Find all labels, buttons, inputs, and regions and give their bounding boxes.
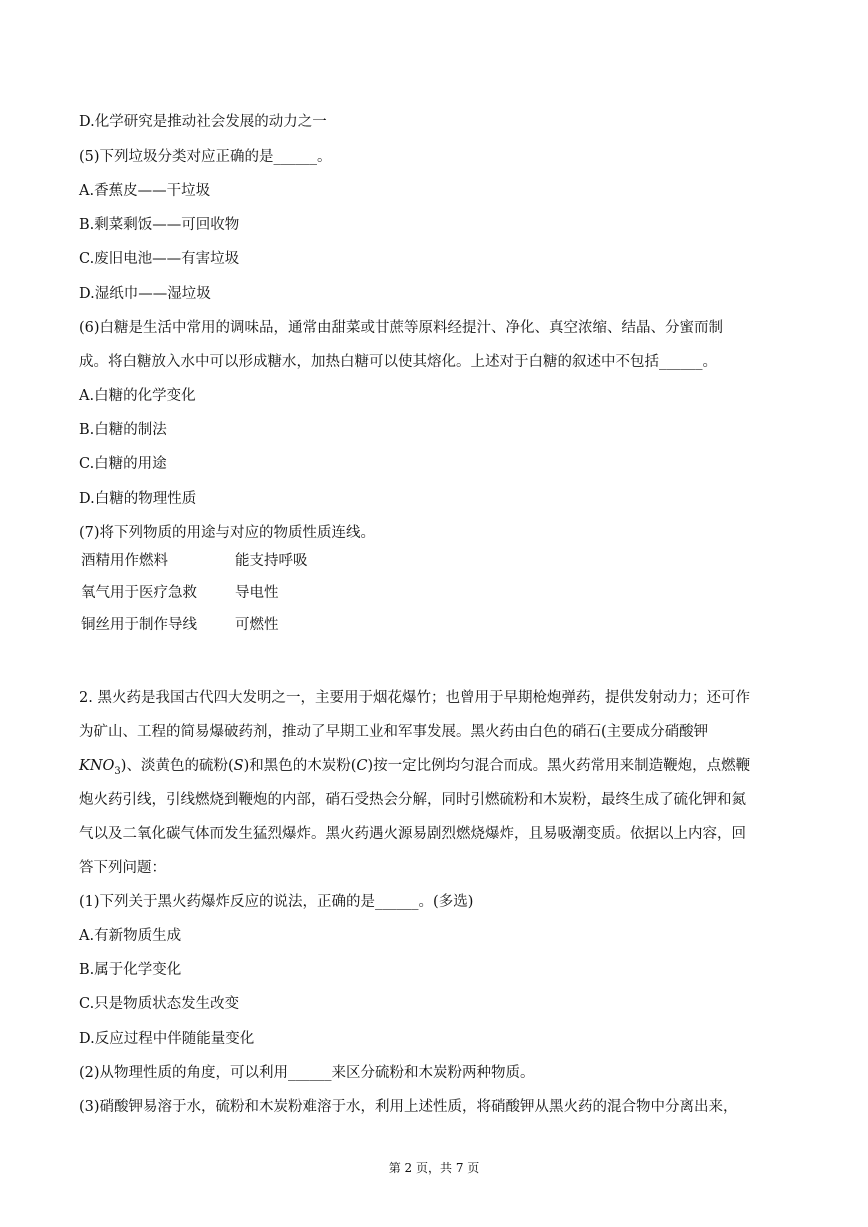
page-footer: 第 2 页，共 7 页 — [388, 1161, 480, 1175]
q2-2-stem: (2)从物理性质的角度，可以利用______来区分硫粉和木炭粉两种物质。 — [79, 1065, 535, 1081]
q7-use-1: 酒精用作燃料 — [81, 553, 168, 569]
passage-text-b: )和黑色的木炭粉( — [243, 758, 357, 774]
q7-property-2: 导电性 — [235, 585, 279, 601]
q6-option-b: B.白糖的制法 — [79, 422, 167, 438]
q6-option-c: C.白糖的用途 — [79, 456, 167, 472]
q2-passage-line3 — [79, 756, 791, 782]
q7-use-3: 铜丝用于制作导线 — [81, 617, 197, 633]
q5-stem: (5)下列垃圾分类对应正确的是______。 — [79, 149, 332, 165]
q7-stem: (7)将下列物质的用途与对应的物质性质连线。 — [79, 525, 376, 541]
q6-option-a: A.白糖的化学变化 — [79, 388, 196, 404]
q2-passage-line2: 为矿山、工程的简易爆破药剂，推动了早期工业和军事发展。黑火药由白色的硝石(主要成分硝酸钾 — [79, 724, 709, 740]
q2-passage-line5: 气以及二氧化碳气体而发生猛烈爆炸。黑火药遇火源易剧烈燃烧爆炸，且易吸潮变质。依据以上内容，回 — [79, 826, 746, 842]
q2-1-option-c: C.只是物质状态发生改变 — [79, 996, 240, 1012]
formula-subscript: 3 — [114, 765, 121, 777]
q5-option-b: B.剩菜剩饭——可回收物 — [79, 217, 240, 233]
formula-kno3: KNO — [79, 758, 115, 774]
q7-use-2: 氧气用于医疗急救 — [81, 585, 197, 601]
q2-passage-line1: 2. 黑火药是我国古代四大发明之一，主要用于烟花爆竹；也曾用于早期枪炮弹药，提供发射动力；还可作 — [79, 690, 750, 706]
q6-option-d: D.白糖的物理性质 — [79, 491, 197, 507]
q6-stem-line2: 成。将白糖放入水中可以形成糖水，加热白糖可以使其熔化。上述对于白糖的叙述中不包括______。 — [79, 354, 717, 370]
q2-1-stem: (1)下列关于黑火药爆炸反应的说法，正确的是______。(多选) — [79, 894, 474, 910]
q1-option-d-continued: D.化学研究是推动社会发展的动力之一 — [79, 114, 327, 130]
q7-property-1: 能支持呼吸 — [235, 553, 308, 569]
q2-1-option-d: D.反应过程中伴随能量变化 — [79, 1031, 255, 1047]
q2-1-option-a: A.有新物质生成 — [79, 928, 182, 944]
q5-option-d: D.湿纸巾——湿垃圾 — [79, 286, 211, 302]
q2-passage-line4: 炮火药引线，引线燃烧到鞭炮的内部，硝石受热会分解，同时引燃硫粉和木炭粉，最终生成了硫化钾和氮 — [79, 792, 746, 808]
q2-1-option-b: B.属于化学变化 — [79, 962, 182, 978]
formula-s: S — [233, 758, 244, 774]
q5-option-c: C.废旧电池——有害垃圾 — [79, 251, 240, 267]
q6-stem-line1: (6)白糖是生活中常用的调味品，通常由甜菜或甘蔗等原料经提汁、净化、真空浓缩、结晶、分蜜而制 — [79, 320, 724, 336]
passage-text-a: )、淡黄色的硫粉( — [120, 758, 234, 774]
q5-option-a: A.香蕉皮——干垃圾 — [79, 183, 211, 199]
q2-3-stem: (3)硝酸钾易溶于水，硫粉和木炭粉难溶于水，利用上述性质，将硝酸钾从黑火药的混合物中分离出来， — [79, 1099, 738, 1115]
q2-passage-line6: 答下列问题： — [79, 860, 166, 876]
q7-property-3: 可燃性 — [235, 617, 279, 633]
formula-c: C — [356, 758, 368, 774]
passage-text-rest: )按一定比例均匀混合而成。黑火药常用来制造鞭炮，点燃鞭 — [367, 758, 751, 774]
